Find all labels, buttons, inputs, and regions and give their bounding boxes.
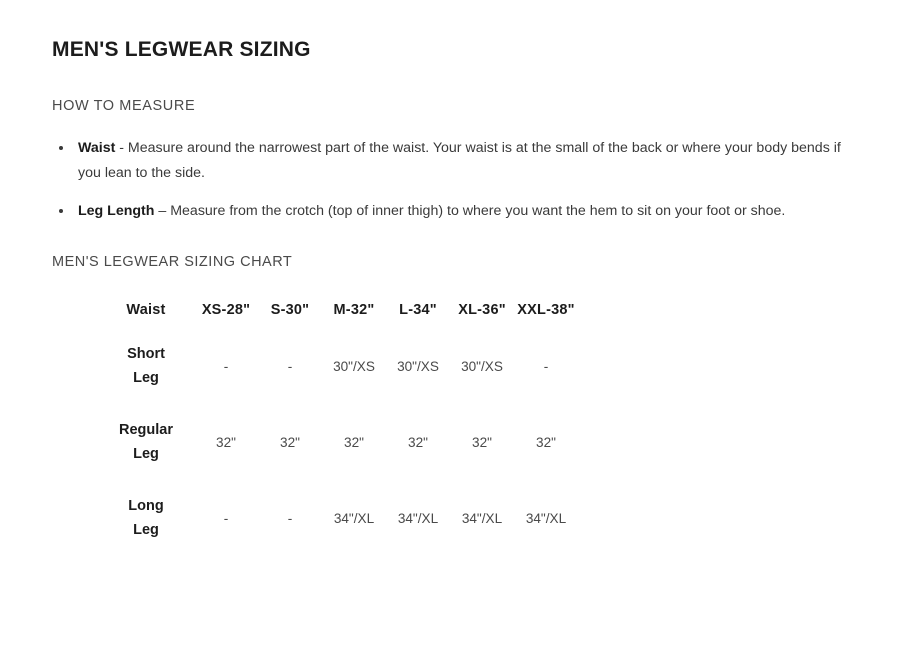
how-to-measure-list — [52, 136, 847, 224]
table-row-header — [98, 328, 194, 404]
page-title: MEN'S LEGWEAR SIZING — [52, 38, 311, 61]
row-header-line-1: Short — [127, 346, 165, 362]
table-cell: 32" — [536, 434, 556, 450]
table-cell: 32" — [408, 434, 428, 450]
measure-term: Leg Length — [78, 203, 155, 219]
table-column-header: S-30" — [270, 302, 310, 318]
table-cell: 34"/XL — [525, 510, 567, 526]
table-row-header — [98, 404, 194, 480]
list-item — [74, 136, 847, 186]
table-column-header: XL-36" — [458, 302, 506, 318]
table-cell: 34"/XL — [461, 510, 503, 526]
table-corner-label: Waist — [126, 302, 166, 318]
sizing-chart-table — [98, 292, 578, 556]
table-row — [98, 328, 578, 404]
table-column-header: M-32" — [333, 302, 375, 318]
table-cell: - — [543, 358, 549, 374]
table-cell: 32" — [344, 434, 364, 450]
table-column-header: XS-28" — [201, 302, 251, 318]
table-cell: - — [287, 358, 293, 374]
row-header-line-2: Leg — [133, 446, 159, 462]
table-header-row — [98, 292, 578, 328]
table-cell: - — [223, 510, 229, 526]
table-column-header: L-34" — [399, 302, 437, 318]
table-cell: 34"/XL — [397, 510, 439, 526]
table-cell: 30"/XS — [461, 358, 503, 374]
row-header-line-1: Regular — [119, 422, 173, 438]
table-row-header — [98, 480, 194, 556]
table-header — [98, 292, 578, 328]
table-cell: 32" — [472, 434, 492, 450]
row-header-line-2: Leg — [133, 522, 159, 538]
table-row — [98, 480, 578, 556]
table-cell: 32" — [216, 434, 236, 450]
table-body — [98, 328, 578, 556]
table-column-header: XXL-38" — [517, 302, 575, 318]
table-row — [98, 404, 578, 480]
list-item — [74, 199, 847, 224]
measure-term: Waist — [78, 140, 116, 156]
table-cell: - — [223, 358, 229, 374]
table-cell: 32" — [280, 434, 300, 450]
sizing-chart-heading: MEN'S LEGWEAR SIZING CHART — [52, 254, 293, 270]
table-cell: 34"/XL — [333, 510, 375, 526]
measure-text: – Measure from the crotch (top of inner thigh) to where you want the hem to sit on your foot or shoe. — [154, 203, 786, 219]
row-header-line-2: Leg — [133, 370, 159, 386]
how-to-measure-heading: HOW TO MEASURE — [52, 98, 196, 114]
table-cell: 30"/XS — [397, 358, 439, 374]
row-header-line-1: Long — [128, 498, 164, 514]
table-cell: - — [287, 510, 293, 526]
measure-text: - Measure around the narrowest part of the waist. Your waist is at the small of the back or where your body bends if you lean to the side. — [78, 140, 841, 181]
table-cell: 30"/XS — [333, 358, 375, 374]
